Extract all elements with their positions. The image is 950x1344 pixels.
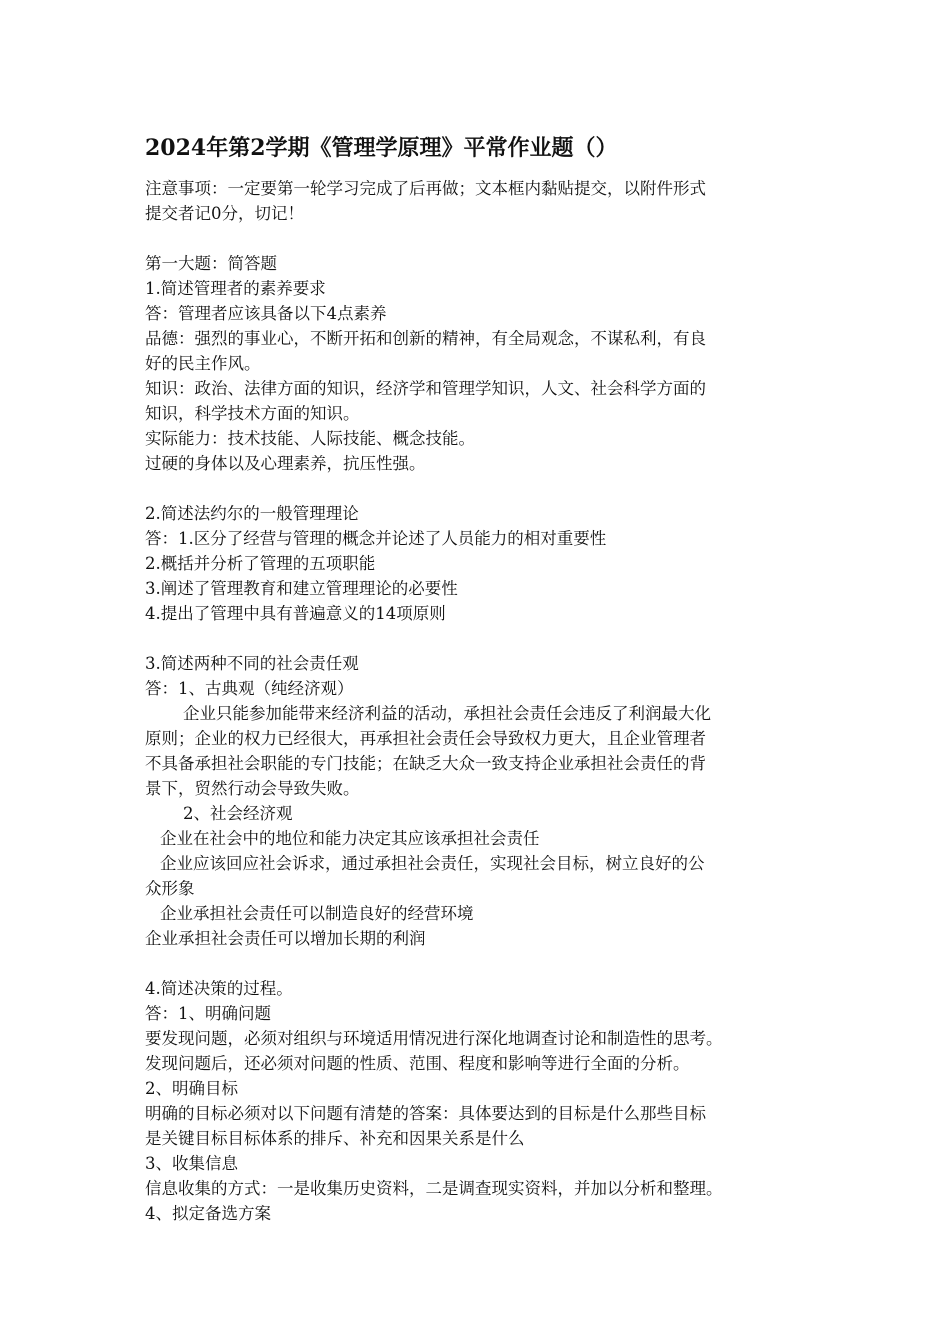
spacer xyxy=(145,951,810,976)
answer-line: 4.提出了管理中具有普遍意义的14项原则 xyxy=(145,604,446,623)
answer-line: 2、明确目标 xyxy=(145,1079,238,1098)
answer-line: 要发现问题，必须对组织与环境适用情况进行深化地调查讨论和制造性的思考。 xyxy=(145,1029,723,1048)
answer-line: 发现问题后，还必须对问题的性质、范围、程度和影响等进行全面的分析。 xyxy=(145,1054,690,1073)
answer-line: 企业只能参加能带来经济利益的活动，承担社会责任会违反了利润最大化 xyxy=(183,704,711,723)
spacer xyxy=(145,226,810,251)
answer-line: 2.概括并分析了管理的五项职能 xyxy=(145,554,376,573)
answer-line: 答：管理者应该具备以下4点素养 xyxy=(145,304,387,323)
answer-line: 3、收集信息 xyxy=(145,1154,238,1173)
answer-line: 明确的目标必须对以下问题有清楚的答案：具体要达到的目标是什么那些目标 xyxy=(145,1104,706,1123)
answer-line: 2、社会经济观 xyxy=(183,804,293,823)
answer-line: 是关键目标目标体系的排斥、补充和因果关系是什么 xyxy=(145,1129,525,1148)
answer-line: 知识，科学技术方面的知识。 xyxy=(145,404,360,423)
answer-line: 实际能力：技术技能、人际技能、概念技能。 xyxy=(145,429,475,448)
answer-line: 信息收集的方式：一是收集历史资料，二是调查现实资料，并加以分析和整理。 xyxy=(145,1179,723,1198)
question-2: 2.简述法约尔的一般管理理论 xyxy=(145,504,359,523)
answer-line: 品德：强烈的事业心，不断开拓和创新的精神，有全局观念，不谋私利，有良 xyxy=(145,329,706,348)
document-body xyxy=(145,176,810,1226)
spacer xyxy=(145,476,810,501)
answer-line: 不具备承担社会职能的专门技能；在缺乏大众一致支持企业承担社会责任的背 xyxy=(145,754,706,773)
notice-line: 提交者记0分，切记！ xyxy=(145,204,304,223)
answer-line: 企业承担社会责任可以增加长期的利润 xyxy=(145,929,426,948)
answer-line: 过硬的身体以及心理素养，抗压性强。 xyxy=(145,454,426,473)
spacer xyxy=(145,626,810,651)
answer-line: 3.阐述了管理教育和建立管理理论的必要性 xyxy=(145,579,458,598)
answer-line: 企业在社会中的地位和能力决定其应该承担社会责任 xyxy=(160,829,540,848)
answer-line: 答：1.区分了经营与管理的概念并论述了人员能力的相对重要性 xyxy=(145,529,607,548)
answer-line: 知识：政治、法律方面的知识，经济学和管理学知识，人文、社会科学方面的 xyxy=(145,379,706,398)
question-1: 1.简述管理者的素养要求 xyxy=(145,279,326,298)
answer-line: 好的民主作风。 xyxy=(145,354,261,373)
notice-line: 注意事项：一定要第一轮学习完成了后再做；文本框内黏贴提交，以附件形式 xyxy=(145,179,706,198)
page-title: 2024年第2学期《管理学原理》平常作业题（） xyxy=(145,135,618,161)
answer-line: 企业承担社会责任可以制造良好的经营环境 xyxy=(160,904,474,923)
answer-line: 4、拟定备选方案 xyxy=(145,1204,271,1223)
question-3: 3.简述两种不同的社会责任观 xyxy=(145,654,359,673)
answer-line: 企业应该回应社会诉求，通过承担社会责任，实现社会目标，树立良好的公 xyxy=(160,854,705,873)
answer-line: 答：1、古典观（纯经济观） xyxy=(145,679,354,698)
answer-line: 众形象 xyxy=(145,879,195,898)
section-heading: 第一大题：简答题 xyxy=(145,254,277,273)
answer-line: 答：1、明确问题 xyxy=(145,1004,271,1023)
question-4: 4.简述决策的过程。 xyxy=(145,979,293,998)
answer-line: 景下，贸然行动会导致失败。 xyxy=(145,779,360,798)
answer-line: 原则；企业的权力已经很大，再承担社会责任会导致权力更大，且企业管理者 xyxy=(145,729,706,748)
